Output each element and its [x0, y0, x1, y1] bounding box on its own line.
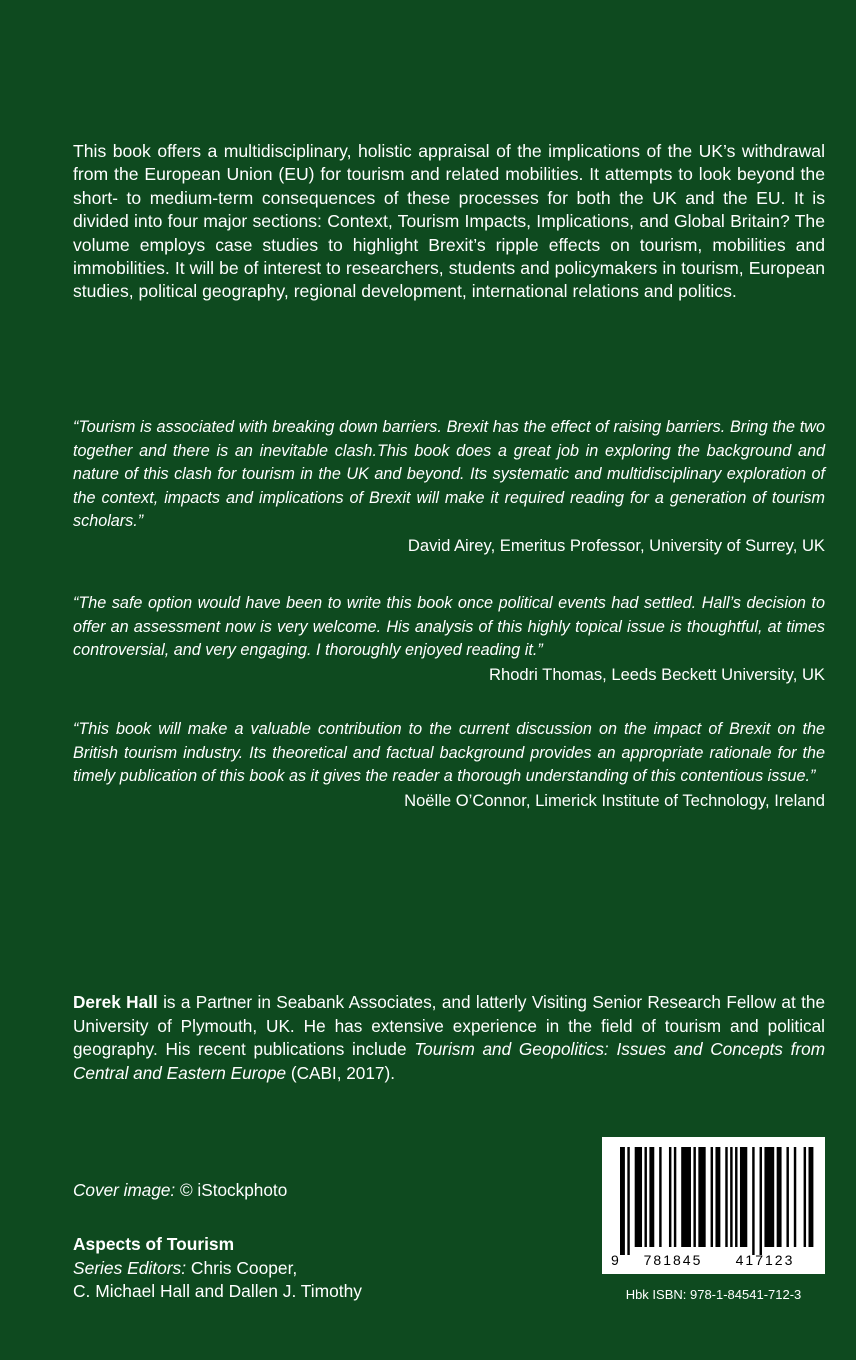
cover-credit-value: © iStockphoto	[175, 1180, 288, 1200]
barcode-bar	[735, 1147, 737, 1247]
endorsement-3	[73, 718, 825, 813]
barcode-bar	[764, 1147, 774, 1247]
barcode-digit-first: 9	[611, 1252, 619, 1268]
cover-image-credit	[73, 1178, 287, 1202]
endorsement-2	[73, 592, 825, 687]
barcode-bars	[620, 1147, 813, 1255]
author-name: Derek Hall	[73, 992, 158, 1012]
barcode-bar	[752, 1147, 754, 1255]
series-editors-label: Series Editors:	[73, 1257, 187, 1278]
author-bio-text: is a Partner in Seabank Associates, and latterly Visiting Senior Research Fellow at the University of Plymouth, UK. He has extensive experience in the field of tourism and political geography. His recent publications include	[73, 992, 825, 1060]
barcode-bar	[725, 1147, 727, 1247]
endorsement-attribution: David Airey, Emeritus Professor, University of Surrey, UK	[407, 535, 825, 555]
barcode-digits-left: 781845	[643, 1252, 703, 1268]
endorsement-1	[73, 416, 825, 558]
barcode-bar	[760, 1147, 762, 1255]
barcode-bar	[659, 1147, 661, 1247]
barcode-digits-right: 417123	[735, 1252, 795, 1268]
barcode-bar	[711, 1147, 713, 1247]
barcode-bar	[644, 1147, 646, 1247]
author-bio	[73, 991, 825, 1085]
barcode-bar	[649, 1147, 654, 1247]
barcode-bar	[809, 1147, 814, 1247]
cover-credit-label: Cover image:	[73, 1180, 176, 1200]
barcode-bar	[730, 1147, 732, 1247]
barcode-bar	[804, 1147, 806, 1247]
endorsement-text: “The safe option would have been to write this book once political events had settled. Hall’s decision to offer an assessment now is very welcome. His analysis of this highly topical issue is thoughtful, at times controversial, and very engaging. I thoroughly enjoyed reading it.”	[73, 594, 825, 660]
endorsement-attribution: Noëlle O’Connor, Limerick Institute of Technology, Ireland	[404, 790, 825, 810]
endorsement-text: “Tourism is associated with breaking down barriers. Brexit has the effect of raising barriers. Bring the two together and there is an inevitable clash.This book does a great job in exploring the background and nature of this clash for tourism in the UK and beyond. Its systematic and multidisciplinary exploration of the context, impacts and implications of Brexit will make it required reading for a generation of tourism scholars.”	[73, 418, 825, 531]
book-blurb: This book offers a multidisciplinary, holistic appraisal of the implications of the UK’s withdrawal from the European Union (EU) for tourism and related mobilities. It attempts to look beyond the short- to medium-term consequences of these processes for both the UK and the EU. It is divided into four major sections: Context, Tourism Impacts, Implications, and Global Britain? The volume employs case studies to highlight Brexit’s ripple effects on tourism, mobilities and immobilities. It will be of interest to researchers, students and policymakers in tourism, European studies, political geography, regional development, international relations and politics.	[73, 141, 825, 302]
barcode-bar	[627, 1147, 629, 1255]
barcode-bar	[674, 1147, 676, 1247]
barcode-bar	[681, 1147, 691, 1247]
author-bio-text-end: (CABI, 2017).	[286, 1062, 395, 1083]
barcode-bar	[715, 1147, 720, 1247]
barcode-graphic	[602, 1137, 825, 1274]
series-info	[73, 1233, 362, 1304]
series-editors-line-1	[73, 1257, 362, 1281]
barcode-bar	[777, 1147, 782, 1247]
series-title: Aspects of Tourism	[73, 1234, 235, 1254]
barcode-bar	[786, 1147, 788, 1247]
endorsement-attribution: Rhodri Thomas, Leeds Beckett University, UK	[488, 664, 825, 684]
barcode-bar	[620, 1147, 625, 1255]
isbn-barcode	[602, 1137, 825, 1274]
isbn-number: Hbk ISBN: 978-1-84541-712-3	[625, 1287, 802, 1302]
endorsement-text: “This book will make a valuable contribution to the current discussion on the impact of Brexit on the British tourism industry. Its theoretical and factual background provides an appropriate rationale for the timely publication of this book as it gives the reader a thorough understanding of this contentious issue.”	[73, 720, 825, 786]
author-book-title: Tourism and Geopolitics: Issues and Concepts from Central and Eastern Europe	[73, 1039, 826, 1083]
barcode-bar	[635, 1147, 642, 1247]
barcode-bar	[669, 1147, 671, 1247]
barcode-bar	[794, 1147, 796, 1247]
barcode-bar	[698, 1147, 705, 1247]
barcode-bar	[740, 1147, 747, 1247]
series-editors-line-2: C. Michael Hall and Dallen J. Timothy	[73, 1281, 362, 1302]
barcode-bar	[693, 1147, 695, 1247]
series-editors-names-1: Chris Cooper,	[186, 1257, 298, 1278]
